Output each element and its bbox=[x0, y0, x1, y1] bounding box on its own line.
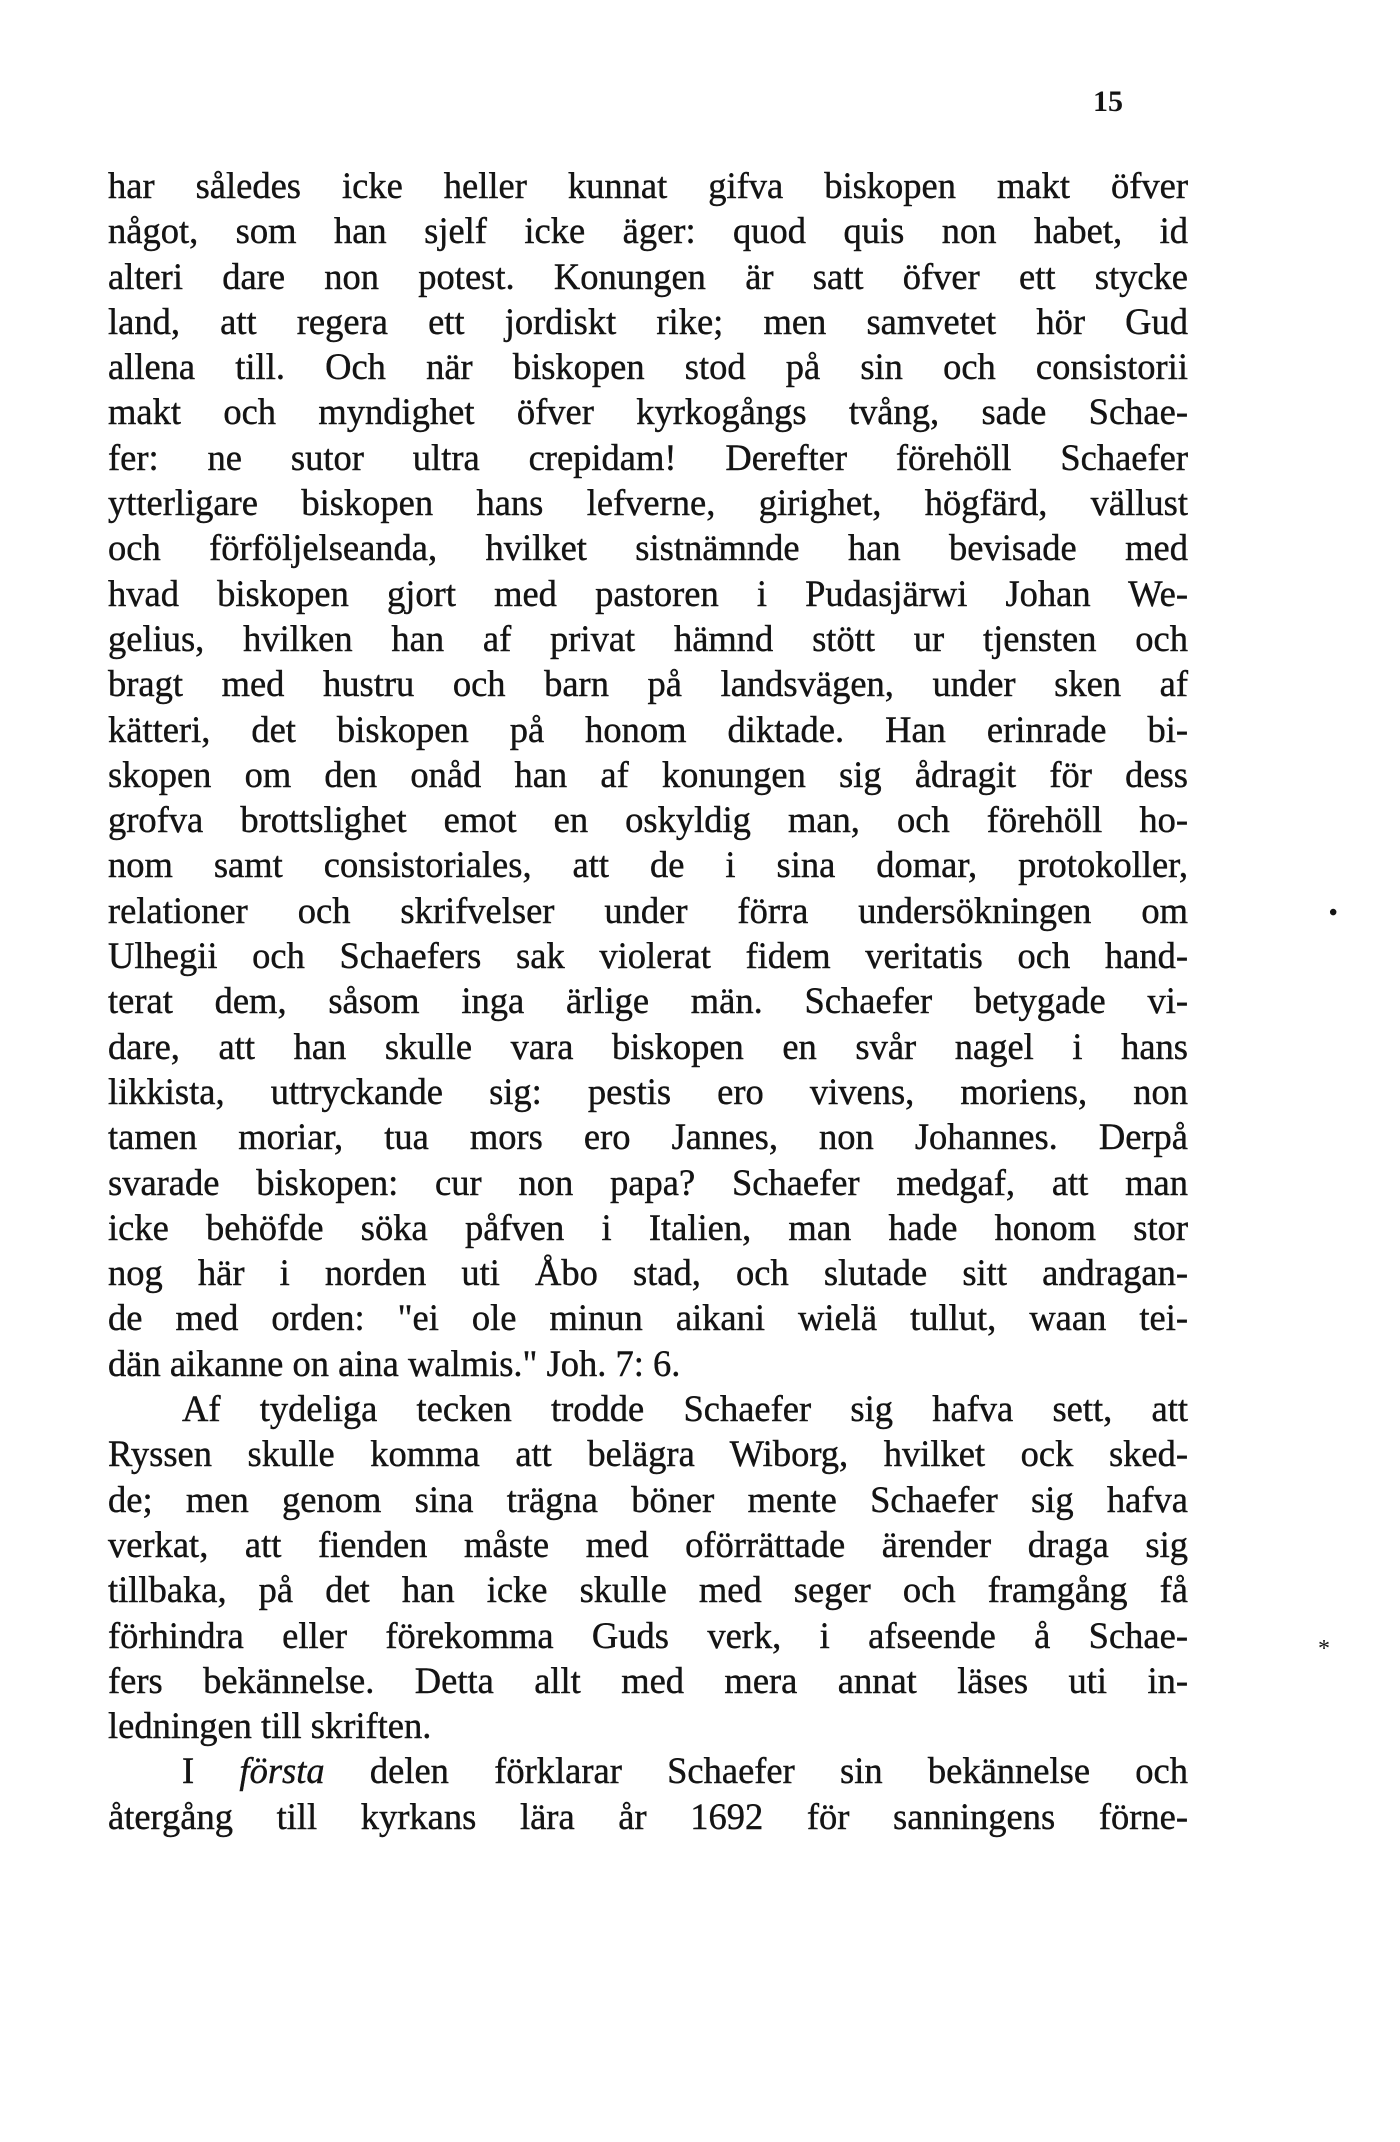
margin-dot: • bbox=[1329, 900, 1338, 926]
italic-word: första bbox=[239, 1750, 325, 1792]
para-rest: delen förklarar Schaefer sin bekännelse och bbox=[369, 1750, 1189, 1792]
main-text bbox=[108, 163, 1188, 1839]
text-line: Ulhegii och Schaefers sak violerat fidem veritatis och hand- bbox=[108, 935, 1188, 977]
text-line: nom samt consistoriales, att de i sina domar, protokoller, bbox=[108, 844, 1188, 886]
text-line: bragt med hustru och barn på landsvägen, under sken af bbox=[108, 663, 1188, 705]
text-line: har således icke heller kunnat gifva biskopen makt öfver bbox=[108, 165, 1188, 206]
text-line: likkista, uttryckande sig: pestis ero vivens, moriens, non bbox=[108, 1070, 1188, 1112]
text-line: tillbaka, på det han icke skulle med seger och framgång få bbox=[108, 1569, 1188, 1611]
text-line: icke behöfde söka påfven i Italien, man hade honom stor bbox=[108, 1206, 1188, 1248]
text-line bbox=[108, 1748, 1188, 1793]
text-line: verkat, att fienden måste med oförrättade ärender draga sig bbox=[108, 1523, 1188, 1565]
text-line: de med orden: "ei ole minun aikani wielä tullut, waan tei- bbox=[108, 1297, 1188, 1339]
text-line: grofva brottslighet emot en oskyldig man, och förehöll ho- bbox=[108, 799, 1188, 841]
text-line: återgång till kyrkans lära år 1692 för sanningens förne- bbox=[108, 1795, 1188, 1837]
text-line: skopen om den onåd han af konungen sig ådragit för dess bbox=[108, 753, 1188, 795]
page-number: 15 bbox=[1093, 85, 1123, 118]
text-line: nog här i norden uti Åbo stad, och slutade sitt andragan- bbox=[108, 1252, 1188, 1294]
text-line: land, att regera ett jordiskt rike; men samvetet hör Gud bbox=[108, 300, 1188, 342]
text-line: dän aikanne on aina walmis." Joh. 7: 6. bbox=[108, 1342, 681, 1384]
text-line: Af tydeliga tecken trodde Schaefer sig hafva sett, att bbox=[182, 1388, 1188, 1430]
text-line: fers bekännelse. Detta allt med mera annat läses uti in- bbox=[108, 1659, 1188, 1701]
text-line: makt och myndighet öfver kyrkogångs tvång, sade Schae- bbox=[108, 391, 1188, 433]
text-line: fer: ne sutor ultra crepidam! Derefter förehöll Schaefer bbox=[108, 436, 1188, 478]
text-line: dare, att han skulle vara biskopen en svår nagel i hans bbox=[108, 1025, 1188, 1067]
text-line: de; men genom sina trägna böner mente Schaefer sig hafva bbox=[108, 1478, 1188, 1520]
text-line: förhindra eller förekomma Guds verk, i afseende å Schae- bbox=[108, 1614, 1188, 1656]
text-line: svarade biskopen: cur non papa? Schaefer medgaf, att man bbox=[108, 1161, 1188, 1203]
text-line: hvad biskopen gjort med pastoren i Pudasjärwi Johan We- bbox=[108, 572, 1188, 614]
para-start: I bbox=[182, 1750, 195, 1792]
text-line: allena till. Och när biskopen stod på sin och consistorii bbox=[108, 346, 1188, 388]
text-line: kätteri, det biskopen på honom diktade. Han erinrade bi- bbox=[108, 708, 1188, 750]
text-line: ledningen till skriften. bbox=[108, 1705, 432, 1747]
text-line: alteri dare non potest. Konungen är satt öfver ett stycke bbox=[108, 255, 1188, 297]
text-line: relationer och skrifvelser under förra undersökningen om bbox=[108, 889, 1188, 931]
text-line: gelius, hvilken han af privat hämnd stött ur tjensten och bbox=[108, 617, 1188, 659]
text-line: terat dem, såsom inga ärlige män. Schaefer betygade vi- bbox=[108, 980, 1188, 1022]
text-line: tamen moriar, tua mors ero Jannes, non Johannes. Derpå bbox=[108, 1116, 1188, 1158]
text-line: något, som han sjelf icke äger: quod quis non habet, id bbox=[108, 210, 1188, 252]
margin-star: * bbox=[1318, 1636, 1330, 1662]
text-line: och förföljelseanda, hvilket sistnämnde han bevisade med bbox=[108, 527, 1188, 569]
text-line: Ryssen skulle komma att belägra Wiborg, hvilket ock sked- bbox=[108, 1433, 1188, 1475]
text-line: ytterligare biskopen hans lefverne, girighet, högfärd, vällust bbox=[108, 482, 1188, 524]
